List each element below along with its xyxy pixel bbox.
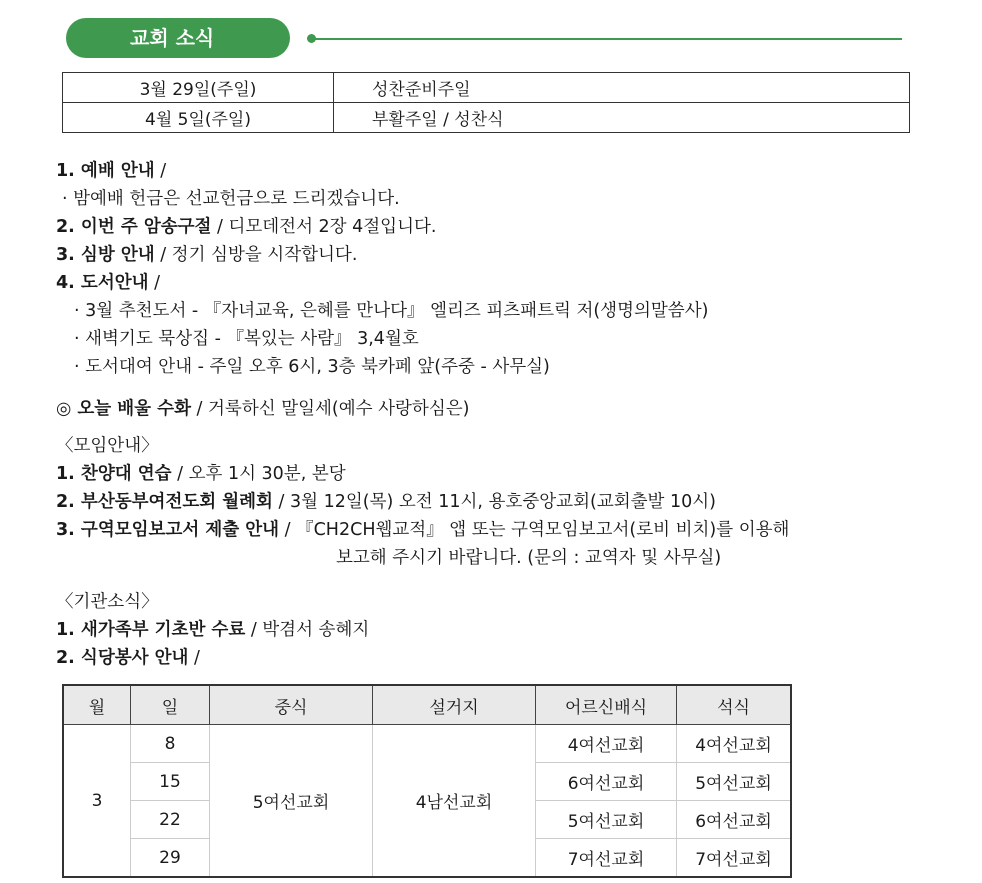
- date-cell: 4월 5일(주일): [63, 103, 334, 133]
- book-rental: · 도서대여 안내 - 주일 오후 6시, 3층 북카페 앞(주중 - 사무실): [74, 357, 550, 377]
- table-row: [63, 103, 910, 133]
- book-devotional: · 새벽기도 묵상집 - 『복있는 사람』 3,4월호: [74, 329, 419, 349]
- column-header: 석식: [677, 685, 792, 725]
- day-cell: 22: [131, 801, 210, 839]
- notice-heading: 4. 도서안내: [56, 273, 149, 293]
- notice-worship: [56, 159, 166, 183]
- column-header: 어르신배식: [536, 685, 677, 725]
- notice-text: /: [148, 273, 161, 293]
- notice-report: [56, 518, 789, 542]
- column-header: 월: [63, 685, 131, 725]
- date-cell: 3월 29일(주일): [63, 73, 334, 103]
- lunch-cell: 5여선교회: [210, 725, 373, 878]
- notice-text: / 오후 1시 30분, 본당: [171, 464, 346, 484]
- section-title-badge: [66, 18, 290, 58]
- notice-memory-verse: [56, 215, 436, 239]
- notice-text: /: [154, 161, 167, 181]
- notice-heading: ◎ 오늘 배울 수화: [56, 399, 191, 419]
- notice-text: / 3월 12일(목) 오전 11시, 용호중앙교회(교회출발 10시): [272, 492, 716, 512]
- dinner-cell: 5여선교회: [677, 763, 792, 801]
- table-row: [63, 725, 791, 763]
- notice-offering: · 밤예배 헌금은 선교헌금으로 드리겠습니다.: [62, 189, 400, 209]
- notice-books: [56, 271, 160, 295]
- section-title: 교회 소식: [130, 26, 215, 50]
- event-cell: 부활주일 / 성찬식: [334, 103, 910, 133]
- column-header: 일: [131, 685, 210, 725]
- table-header-row: [63, 685, 791, 725]
- table-row: [63, 73, 910, 103]
- day-cell: 8: [131, 725, 210, 763]
- day-cell: 29: [131, 839, 210, 878]
- kitchen-service-table: [62, 684, 792, 878]
- month-cell: 3: [63, 725, 131, 878]
- notice-text: / 정기 심방을 시작합니다.: [154, 245, 358, 265]
- elder-meal-cell: 7여선교회: [536, 839, 677, 878]
- elder-meal-cell: 5여선교회: [536, 801, 677, 839]
- column-header: 설거지: [373, 685, 536, 725]
- notice-text: / 『CH2CH웹교적』 앱 또는 구역모임보고서(로비 비치)를 이용해: [279, 520, 790, 540]
- organizations-heading: 〈기관소식〉: [56, 592, 159, 612]
- book-recommendation: · 3월 추천도서 - 『자녀교육, 은혜를 만나다』 엘리즈 피츠패트릭 저(생명의말씀사): [74, 301, 709, 321]
- notice-heading: 1. 예배 안내: [56, 161, 155, 181]
- notice-heading: 3. 심방 안내: [56, 245, 155, 265]
- notice-visitation: [56, 243, 357, 267]
- event-cell: 성찬준비주일: [334, 73, 910, 103]
- notice-text: / 거룩하신 말일세(예수 사랑하심은): [190, 399, 470, 419]
- dishes-cell: 4남선교회: [373, 725, 536, 878]
- elder-meal-cell: 6여선교회: [536, 763, 677, 801]
- notice-choir: [56, 462, 346, 486]
- notice-heading: 2. 이번 주 암송구절: [56, 217, 212, 237]
- day-cell: 15: [131, 763, 210, 801]
- notice-text: / 박겸서 송혜지: [245, 620, 370, 640]
- divider-line: [314, 38, 902, 40]
- notice-heading: 1. 찬양대 연습: [56, 464, 172, 484]
- notice-heading: 1. 새가족부 기초반 수료: [56, 620, 246, 640]
- notice-womens-meeting: [56, 490, 716, 514]
- dinner-cell: 7여선교회: [677, 839, 792, 878]
- column-header: 중식: [210, 685, 373, 725]
- notice-heading: 3. 구역모임보고서 제출 안내: [56, 520, 280, 540]
- notice-report-continued: 보고해 주시기 바랍니다. (문의 : 교역자 및 사무실): [336, 548, 722, 568]
- schedule-table: [62, 72, 910, 133]
- notice-sign-language: [56, 397, 469, 421]
- notice-heading: 2. 식당봉사 안내: [56, 648, 189, 668]
- meetings-heading: 〈모임안내〉: [56, 436, 159, 456]
- notice-text: /: [188, 648, 200, 668]
- dinner-cell: 4여선교회: [677, 725, 792, 763]
- notice-new-family: [56, 618, 369, 642]
- notice-kitchen-service: [56, 646, 200, 670]
- notice-text: / 디모데전서 2장 4절입니다.: [211, 217, 437, 237]
- elder-meal-cell: 4여선교회: [536, 725, 677, 763]
- dinner-cell: 6여선교회: [677, 801, 792, 839]
- notice-heading: 2. 부산동부여전도회 월례회: [56, 492, 273, 512]
